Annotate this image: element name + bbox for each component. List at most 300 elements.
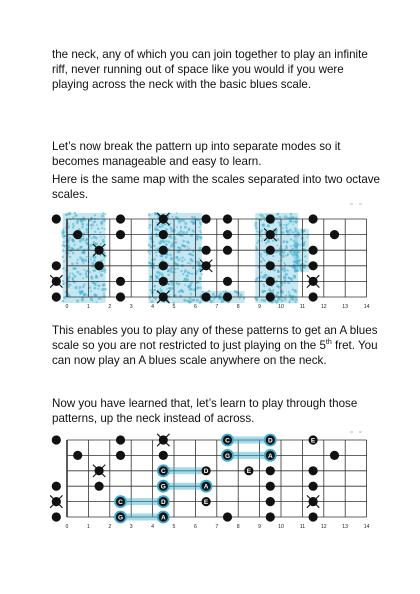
- highlight-speck: [277, 275, 280, 278]
- highlight-speck: [191, 288, 193, 290]
- highlight-speck: [254, 224, 257, 227]
- highlight-speck: [291, 248, 293, 250]
- note-label: C: [118, 499, 123, 506]
- highlight-speck: [283, 266, 286, 269]
- highlight-speck: [154, 289, 156, 291]
- highlight-speck: [260, 271, 262, 273]
- highlight-speck: [62, 256, 64, 258]
- highlight-speck: [73, 244, 75, 246]
- highlight-speck: [91, 227, 93, 229]
- highlight-speck: [83, 263, 85, 265]
- note-dot: [223, 292, 232, 301]
- highlight-speck: [189, 297, 192, 300]
- highlight-speck: [260, 253, 262, 255]
- highlight-speck: [72, 252, 75, 255]
- highlight-speck: [149, 224, 152, 227]
- highlight-speck: [281, 255, 284, 258]
- highlight-speck: [77, 271, 80, 274]
- highlight-speck: [164, 224, 166, 226]
- highlight-speck: [283, 277, 285, 279]
- note-dot: [309, 246, 318, 255]
- highlight-speck: [155, 251, 157, 253]
- highlight-speck: [170, 257, 173, 260]
- highlight-speck: [71, 263, 74, 266]
- highlight-speck: [90, 217, 93, 220]
- highlight-speck: [172, 216, 174, 218]
- highlight-speck: [95, 237, 98, 240]
- note-dot: [52, 482, 61, 491]
- note-dot: [266, 246, 275, 255]
- fret-number: 3: [129, 524, 133, 530]
- highlight-speck: [175, 256, 178, 259]
- highlight-speck: [303, 230, 305, 232]
- note-dot: [266, 482, 275, 491]
- highlight-speck: [295, 230, 297, 232]
- highlight-speck: [176, 268, 178, 270]
- note-dot: [309, 482, 318, 491]
- highlight-speck: [184, 278, 186, 280]
- highlight-speck: [154, 299, 156, 301]
- highlight-speck: [288, 291, 290, 293]
- highlight-speck: [67, 213, 70, 216]
- highlight-speck: [90, 244, 93, 247]
- highlight-speck: [197, 238, 199, 240]
- highlight-speck: [283, 262, 285, 264]
- highlight-speck: [182, 231, 185, 234]
- highlight-speck: [186, 300, 188, 302]
- note-dot: [116, 230, 125, 239]
- fret-number: 9: [258, 524, 262, 530]
- highlight-speck: [279, 223, 282, 226]
- highlight-speck: [255, 246, 257, 248]
- highlight-speck: [168, 287, 170, 289]
- highlight-speck: [167, 270, 170, 273]
- highlight-speck: [76, 215, 78, 217]
- highlight-speck: [293, 275, 296, 278]
- note-label: A: [203, 483, 209, 491]
- fret-number: 11: [299, 304, 306, 310]
- highlight-speck: [89, 271, 91, 273]
- highlight-speck: [97, 288, 99, 290]
- fret-number: 14: [363, 304, 370, 310]
- highlight-speck: [161, 274, 164, 277]
- highlight-speck: [294, 301, 296, 303]
- note-dot: [330, 230, 339, 239]
- highlight-speck: [187, 262, 189, 264]
- highlight-speck: [263, 299, 266, 302]
- highlight-speck: [101, 288, 104, 291]
- highlight-speck: [86, 294, 88, 296]
- highlight-speck: [177, 246, 179, 248]
- fret-number: 3: [129, 304, 133, 310]
- note-dot: [266, 214, 275, 223]
- fret-number: 12: [320, 304, 327, 310]
- highlight-speck: [97, 284, 100, 287]
- highlight-speck: [104, 228, 106, 230]
- highlight-speck: [158, 271, 160, 273]
- highlight-speck: [175, 272, 177, 274]
- note-dot: [266, 512, 275, 521]
- highlight-speck: [262, 283, 264, 285]
- paragraph-patterns-text-2: fret. You can now play an A blues scale anywhere on the neck.: [52, 339, 378, 367]
- highlight-speck: [289, 220, 291, 222]
- highlight-speck: [186, 231, 188, 233]
- highlight-speck: [63, 283, 65, 285]
- highlight-speck: [71, 247, 73, 249]
- highlight-speck: [284, 264, 286, 266]
- highlight-speck: [293, 252, 295, 254]
- highlight-speck: [176, 282, 179, 285]
- highlight-speck: [297, 251, 299, 253]
- fret-number: 2: [108, 524, 112, 530]
- highlight-speck: [72, 223, 74, 225]
- highlight-speck: [166, 288, 168, 290]
- highlight-speck: [299, 267, 302, 270]
- fret-number: 12: [320, 524, 327, 530]
- highlight-speck: [262, 291, 264, 293]
- highlight-speck: [103, 295, 106, 298]
- highlight-speck: [63, 231, 65, 233]
- highlight-speck: [199, 287, 201, 289]
- highlight-speck: [286, 230, 289, 233]
- note-dot: [202, 292, 211, 301]
- highlight-speck: [187, 271, 190, 274]
- highlight-speck: [156, 276, 159, 279]
- highlight-speck: [186, 241, 189, 244]
- highlight-speck: [255, 247, 258, 250]
- note-dot: [116, 277, 125, 286]
- note-dot: [202, 246, 211, 255]
- highlight-speck: [165, 243, 168, 246]
- fret-number: 6: [193, 304, 197, 310]
- highlight-speck: [84, 259, 87, 262]
- highlight-speck: [187, 246, 189, 248]
- highlight-speck: [99, 232, 101, 234]
- highlight-speck: [272, 255, 274, 257]
- highlight-speck: [101, 214, 104, 217]
- fret-number: 6: [193, 524, 197, 530]
- highlight-speck: [167, 273, 170, 276]
- note-dot: [266, 497, 275, 506]
- highlight-speck: [186, 274, 189, 277]
- highlight-speck: [299, 259, 301, 261]
- fret-number: 8: [236, 304, 240, 310]
- highlight-speck: [98, 298, 100, 300]
- highlight-speck: [72, 239, 75, 242]
- highlight-speck: [81, 260, 84, 263]
- note-dot: [52, 512, 61, 521]
- highlight-speck: [156, 248, 159, 251]
- fret-number: 0: [65, 524, 69, 530]
- highlight-speck: [285, 227, 287, 229]
- highlight-speck: [169, 223, 171, 225]
- note-dot: [309, 261, 318, 270]
- highlight-speck: [292, 223, 294, 225]
- highlight-speck: [189, 263, 191, 265]
- highlight-speck: [73, 274, 75, 276]
- highlight-speck: [262, 238, 264, 240]
- highlight-speck: [199, 221, 202, 224]
- highlight-speck: [273, 289, 275, 291]
- highlight-speck: [153, 245, 155, 247]
- note-dot: [159, 261, 168, 270]
- highlight-speck: [149, 262, 152, 265]
- note-dot: [309, 512, 318, 521]
- note-dot: [223, 214, 232, 223]
- fret-number: 4: [151, 524, 155, 530]
- fret-number: 8: [236, 524, 240, 530]
- highlight-speck: [222, 291, 224, 293]
- note-label: D: [160, 499, 166, 506]
- highlight-speck: [256, 277, 258, 279]
- highlight-speck: [261, 299, 263, 301]
- note-dot: [309, 292, 318, 301]
- highlight-speck: [82, 277, 84, 279]
- highlight-speck: [79, 286, 81, 288]
- fret-number: 7: [215, 524, 219, 530]
- highlight-speck: [182, 273, 184, 275]
- note-label: E: [310, 437, 316, 445]
- highlight-speck: [200, 232, 202, 234]
- highlight-speck: [150, 289, 152, 291]
- note-label: E: [203, 499, 209, 506]
- note-dot: [116, 292, 125, 301]
- note-dot: [159, 246, 168, 255]
- highlight-speck: [68, 244, 70, 246]
- highlight-speck: [243, 297, 245, 299]
- highlight-speck: [180, 289, 183, 292]
- ordinal-superscript: th: [325, 339, 332, 347]
- highlight-speck: [168, 241, 171, 244]
- highlight-speck: [199, 247, 202, 250]
- highlight-speck: [90, 256, 92, 258]
- highlight-speck: [72, 216, 74, 218]
- highlight-speck: [296, 261, 299, 264]
- highlight-speck: [278, 260, 280, 262]
- highlight-speck: [198, 258, 200, 260]
- highlight-speck: [72, 273, 74, 275]
- highlight-speck: [96, 301, 98, 303]
- highlight-speck: [83, 269, 85, 271]
- note-dot: [202, 214, 211, 223]
- highlight-speck: [266, 242, 268, 244]
- note-dot: [52, 261, 61, 270]
- paragraph-neck-intro: the neck, any of which you can join together to play an infinite riff, never running out of space like you would if you were playing across the neck with the basic blues scale.: [52, 48, 368, 91]
- highlight-speck: [149, 253, 151, 255]
- highlight-speck: [277, 292, 279, 294]
- highlight-speck: [104, 271, 106, 273]
- highlight-speck: [156, 221, 158, 223]
- highlight-speck: [307, 236, 309, 238]
- fret-number: 14: [363, 524, 370, 530]
- highlight-speck: [148, 250, 150, 252]
- highlight-speck: [62, 280, 64, 282]
- highlight-speck: [261, 240, 263, 242]
- note-label: C: [160, 468, 166, 476]
- note-label: G: [160, 483, 166, 491]
- highlight-speck: [156, 255, 158, 257]
- highlight-speck: [282, 227, 284, 229]
- highlight-speck: [199, 277, 202, 280]
- note-dot: [223, 246, 232, 255]
- highlight-speck: [219, 293, 222, 296]
- highlight-speck: [189, 283, 192, 286]
- highlight-speck: [299, 244, 301, 246]
- note-label: A: [160, 514, 166, 522]
- highlight-speck: [170, 227, 173, 230]
- note-label: A: [267, 452, 273, 460]
- highlight-speck: [159, 287, 161, 289]
- highlight-speck: [93, 259, 96, 262]
- highlight-speck: [192, 267, 195, 270]
- highlight-speck: [184, 222, 187, 225]
- highlight-speck: [63, 241, 65, 243]
- highlight-speck: [289, 300, 291, 302]
- highlight-speck: [171, 237, 173, 239]
- highlight-speck: [199, 226, 201, 228]
- fretboard-diagram-octave-scales: [50, 200, 370, 312]
- highlight-speck: [284, 215, 286, 217]
- highlight-speck: [83, 237, 85, 239]
- highlight-speck: [77, 259, 79, 261]
- highlight-speck: [82, 285, 85, 288]
- highlight-speck: [286, 241, 289, 244]
- highlight-speck: [72, 277, 75, 280]
- highlight-speck: [290, 238, 292, 240]
- highlight-speck: [256, 242, 258, 244]
- highlight-speck: [184, 245, 187, 248]
- highlight-speck: [92, 300, 94, 302]
- note-label: D: [267, 437, 273, 445]
- highlight-speck: [85, 275, 88, 278]
- paragraph-map-intro: Here is the same map with the scales separated into two octave scales.: [52, 173, 381, 201]
- highlight-speck: [86, 238, 88, 240]
- highlight-speck: [180, 270, 182, 272]
- highlight-speck: [190, 292, 192, 294]
- highlight-speck: [158, 274, 160, 276]
- highlight-speck: [197, 264, 200, 267]
- highlight-speck: [149, 275, 152, 278]
- highlight-speck: [279, 247, 281, 249]
- highlight-speck: [181, 260, 183, 262]
- highlight-speck: [176, 226, 178, 228]
- highlight-speck: [103, 292, 105, 294]
- fret-number: 1: [86, 524, 90, 530]
- highlight-speck: [297, 243, 300, 246]
- highlight-speck: [91, 237, 93, 239]
- highlight-speck: [288, 223, 290, 225]
- highlight-speck: [304, 241, 306, 243]
- highlight-speck: [95, 276, 98, 279]
- highlight-speck: [90, 276, 93, 279]
- fretboard-diagram-up-the-neck: [50, 428, 370, 530]
- note-dot: [52, 292, 61, 301]
- highlight-speck: [176, 212, 178, 214]
- highlight-speck: [256, 299, 258, 301]
- highlight-speck: [180, 227, 182, 229]
- highlight-speck: [100, 274, 103, 277]
- highlight-speck: [276, 285, 279, 288]
- highlight-speck: [93, 287, 96, 290]
- highlight-speck: [91, 223, 94, 226]
- highlight-speck: [86, 256, 88, 258]
- note-dot: [309, 214, 318, 223]
- note-dot: [266, 277, 275, 286]
- highlight-speck: [275, 217, 278, 220]
- highlight-speck: [290, 213, 293, 216]
- highlight-speck: [191, 273, 193, 275]
- highlight-speck: [192, 250, 194, 252]
- highlight-speck: [93, 241, 95, 243]
- note-dot: [52, 214, 61, 223]
- highlight-speck: [85, 273, 88, 276]
- fret-number: 11: [299, 524, 306, 530]
- highlight-speck: [69, 256, 71, 258]
- highlight-speck: [262, 258, 264, 260]
- note-dot: [266, 261, 275, 270]
- highlight-speck: [266, 255, 268, 257]
- highlight-speck: [93, 293, 96, 296]
- highlight-speck: [184, 226, 187, 229]
- highlight-speck: [255, 222, 258, 225]
- highlight-speck: [153, 285, 155, 287]
- highlight-speck: [102, 239, 105, 242]
- highlight-speck: [94, 221, 96, 223]
- highlight-speck: [256, 231, 258, 233]
- highlight-speck: [189, 247, 191, 249]
- highlight-speck: [301, 270, 304, 273]
- highlight-speck: [277, 245, 279, 247]
- highlight-speck: [75, 286, 78, 289]
- highlight-speck: [179, 251, 181, 253]
- highlight-speck: [158, 225, 161, 228]
- highlight-speck: [267, 224, 270, 227]
- highlight-speck: [221, 300, 223, 302]
- highlight-speck: [69, 273, 71, 275]
- highlight-speck: [197, 287, 199, 289]
- highlight-speck: [73, 268, 75, 270]
- highlight-speck: [170, 270, 173, 273]
- highlight-speck: [100, 243, 102, 245]
- fret-number: 10: [278, 304, 284, 310]
- highlight-speck: [260, 261, 262, 263]
- highlight-speck: [285, 255, 287, 257]
- highlight-speck: [151, 300, 154, 303]
- highlight-speck: [208, 290, 211, 293]
- highlight-speck: [102, 212, 104, 214]
- highlight-speck: [159, 241, 162, 244]
- fret-number: 5: [172, 524, 176, 530]
- highlight-speck: [272, 240, 274, 242]
- highlight-speck: [162, 225, 164, 227]
- highlight-speck: [261, 214, 264, 217]
- note-dot: [159, 451, 168, 460]
- note-dot: [159, 230, 168, 239]
- highlight-speck: [149, 279, 151, 281]
- note-label: G: [224, 452, 231, 460]
- highlight-speck: [283, 269, 286, 272]
- highlight-speck: [81, 223, 84, 226]
- highlight-speck: [83, 293, 86, 296]
- highlight-speck: [239, 294, 242, 297]
- highlight-speck: [180, 257, 182, 259]
- fret-number: 4: [151, 304, 155, 310]
- highlight-speck: [101, 260, 103, 262]
- highlight-speck: [210, 300, 213, 303]
- highlight-speck: [68, 225, 70, 227]
- highlight-speck: [190, 294, 192, 296]
- highlight-speck: [290, 297, 293, 300]
